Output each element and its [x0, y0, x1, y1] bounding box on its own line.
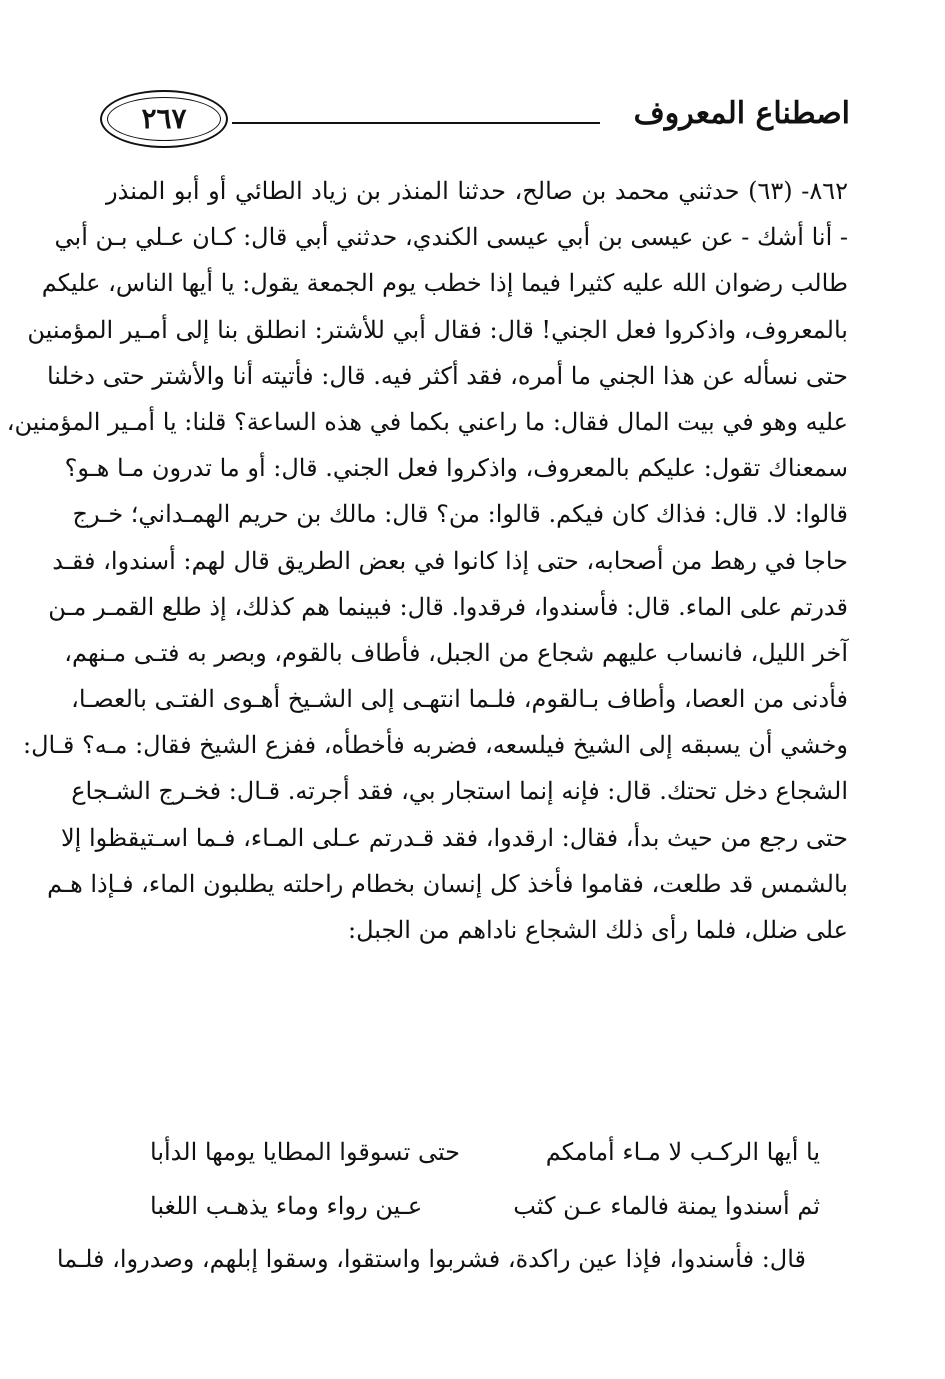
text-line: بالمعروف، واذكروا فعل الجني! قال: فقال أبي للأشتر: انطلق بنا إلى أمـير المؤمنين	[27, 315, 848, 344]
text-line: قال: فأسندوا، فإذا عين راكدة، فشربوا واستقوا، وسقوا إبلهم، وصدروا، فلـما	[56, 1245, 806, 1273]
text-line: حتى رجع من حيث بدأ، فقال: ارقدوا، فقد قـدرتم عـلى المـاء، فـما اسـتيقظوا إلا	[60, 823, 848, 852]
text-line: ٨٦٢- (٦٣) حدثني محمد بن صالح، حدثنا المنذر بن زياد الطائي أو أبو المنذر	[106, 177, 848, 205]
text-line: قالوا: لا. قال: فذاك كان فيكم. قالوا: من؟ قال: مالك بن حريم الهمـداني؛ خـرج	[72, 500, 848, 529]
verse-second-hemistich: حتى تسوقوا المطايا يومها الدأبا	[150, 1138, 461, 1166]
verse-second-hemistich: عـين رواء وماء يذهـب اللغبا	[150, 1192, 423, 1220]
text-line: قدرتم على الماء. قال: فأسندوا، فرقدوا. قال: فبينما هم كذلك، إذ طلع القمـر مـن	[48, 592, 848, 621]
page-number: ٢٦٧	[141, 102, 187, 135]
text-line: عليه وهو في بيت المال فقال: ما راعني بكما في هذه الساعة؟ قلنا: يا أمـير المؤمنين،	[6, 407, 848, 436]
text-line: على ضلل، فلما رأى ذلك الشجاع ناداهم من الجبل:	[347, 916, 848, 944]
text-line: فأدنى من العصا، وأطاف بـالقوم، فلـما انتهـى إلى الشـيخ أهـوى الفتـى بالعصـا،	[71, 685, 848, 714]
text-line: بالشمس قد طلعت، فقاموا فأخذ كل إنسان بخطام راحلته يطلبون الماء، فـإذا هـم	[47, 869, 848, 898]
text-line: حتى نسأله عن هذا الجني ما أمره، فقد أكثر فيه. قال: فأتيته أنا والأشتر حتى دخلنا	[46, 361, 848, 390]
running-title: اصطناع المعروف	[633, 96, 850, 131]
verse-first-hemistich: يا أيها الركـب لا مـاء أمامكم	[545, 1138, 820, 1166]
text-line: آخر الليل، فانساب عليهم شجاع من الجبل، فأطاف بالقوم، وبصر به فتـى مـنهم،	[64, 638, 848, 667]
page-header	[100, 88, 850, 156]
page-number-frame	[100, 90, 228, 148]
text-line: وخشي أن يسبقه إلى الشيخ فيلسعه، فضربه فأخطأه، ففزع الشيخ فقال: مـه؟ قـال:	[23, 731, 848, 760]
poem-verse	[120, 1127, 820, 1177]
verse-first-hemistich: ثم أسندوا يمنة فالماء عـن كثب	[513, 1192, 820, 1220]
text-line: سمعناك تقول: عليكم بالمعروف، واذكروا فعل الجني. قال: أو ما تدرون مـا هـو؟	[64, 454, 848, 483]
body-text	[6, 168, 848, 953]
text-line: حاجا في رهط من أصحابه، حتى إذا كانوا في بعض الطريق قال لهم: أسندوا، فقـد	[52, 546, 848, 575]
text-line: الشجاع دخل تحتك. قال: فإنه إنما استجار بي، فقد أجرته. قـال: فخـرج الشـجاع	[71, 777, 848, 806]
header-rule	[232, 122, 600, 124]
poem-verse	[120, 1181, 820, 1231]
text-line: طالب رضوان الله عليه كثيرا فيما إذا خطب يوم الجمعة يقول: يا أيها الناس، عليكم	[41, 269, 848, 298]
text-line: - أنا أشك - عن عيسى بن أبي عيسى الكندي، حدثني أبي قال: كـان عـلي بـن أبي	[54, 223, 848, 252]
